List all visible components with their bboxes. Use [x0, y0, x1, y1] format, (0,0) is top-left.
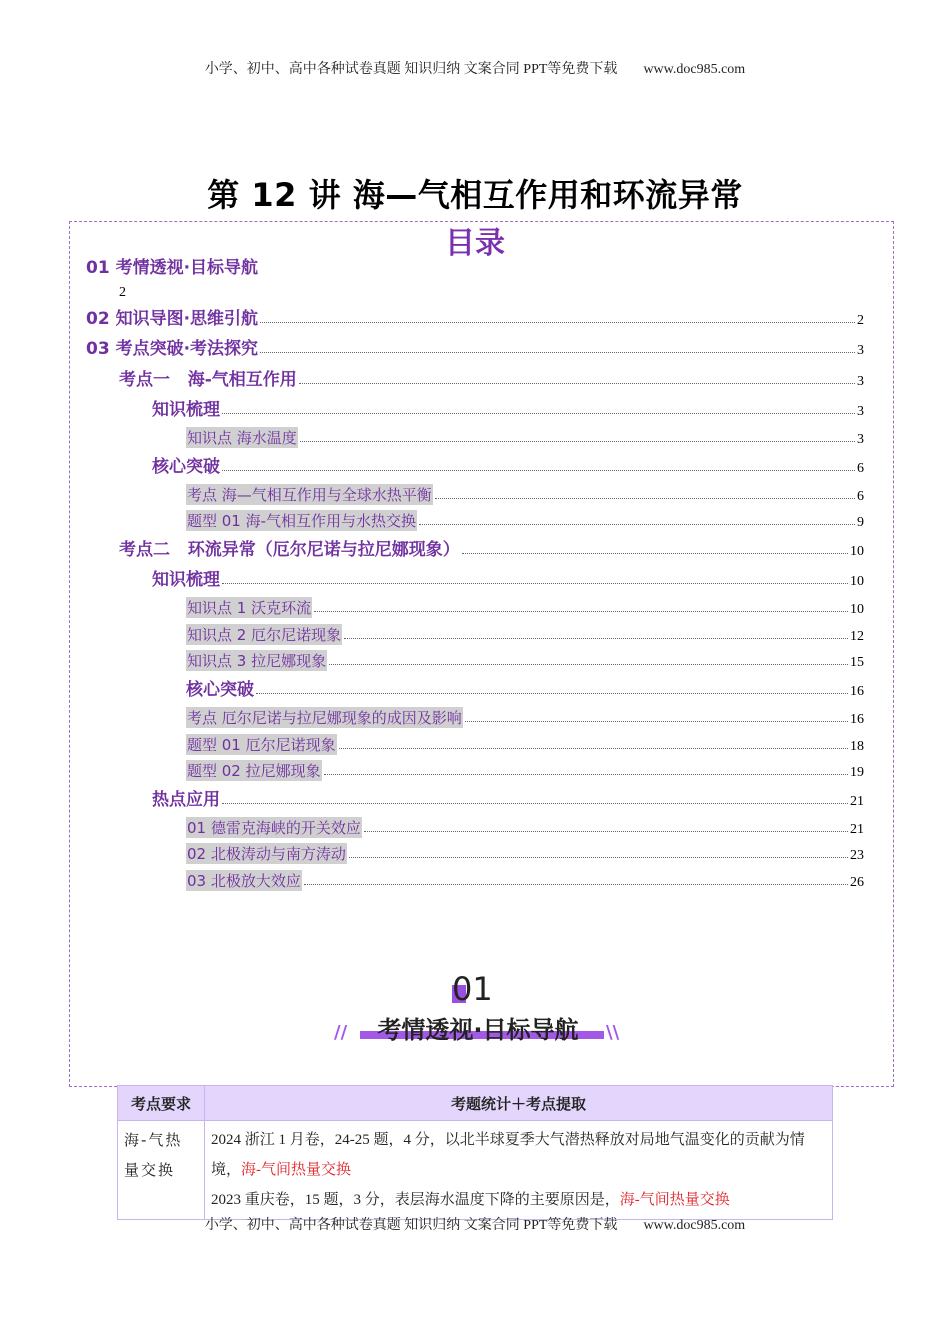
toc-dot-leader — [222, 803, 848, 804]
toc-item-label: 知识梳理 — [152, 570, 220, 590]
toc-item-label: 知识点 2 厄尔尼诺现象 — [187, 626, 342, 644]
toc-item[interactable] — [119, 536, 864, 560]
toc-item-page: 10 — [850, 544, 864, 559]
toc-dot-leader — [419, 524, 855, 525]
toc-item-label: 考点二 环流异常（厄尔尼诺与拉尼娜现象） — [119, 540, 460, 560]
toc-item[interactable] — [186, 621, 864, 645]
toc-heading: 目录 — [445, 226, 505, 261]
toc-item-label: 热点应用 — [152, 790, 220, 810]
toc-dot-leader — [222, 470, 855, 471]
toc-item[interactable] — [186, 757, 864, 781]
toc-item[interactable] — [186, 840, 864, 864]
toc-item[interactable] — [119, 366, 864, 390]
toc-dot-leader — [364, 831, 848, 832]
toc-dot-leader — [314, 611, 848, 612]
toc-item[interactable] — [186, 676, 864, 700]
toc-item[interactable] — [186, 867, 864, 891]
toc-item-page: 15 — [850, 655, 864, 670]
toc-item[interactable] — [186, 814, 864, 838]
table-row — [118, 1121, 833, 1220]
stats-entry-highlight: 海-气间热量交换 — [241, 1162, 352, 1178]
slash-right-icon: \\ — [606, 1022, 620, 1043]
toc-item[interactable] — [186, 647, 864, 671]
topic-cell: 海-气热量交换 — [118, 1121, 205, 1220]
toc-item-label: 01 德雷克海峡的开关效应 — [187, 819, 361, 837]
section-title: 考情透视·目标导航 — [377, 1016, 579, 1044]
toc-item-label: 考点 厄尔尼诺与拉尼娜现象的成因及影响 — [187, 709, 462, 727]
toc-dot-leader — [329, 664, 848, 665]
toc-item-page: 3 — [857, 343, 864, 358]
page-footer — [0, 1214, 950, 1234]
toc-item-page: 3 — [857, 374, 864, 389]
footer-url[interactable]: www.doc985.com — [643, 1218, 746, 1233]
toc-item-page: 12 — [850, 629, 864, 644]
toc-item[interactable] — [186, 731, 864, 755]
toc-item-01[interactable] — [86, 254, 864, 278]
toc-item-page: 3 — [857, 432, 864, 447]
column-header: 考点要求 — [118, 1086, 205, 1121]
toc-dot-leader — [465, 721, 848, 722]
toc-dot-leader — [260, 352, 855, 353]
toc-item-label: 知识点 3 拉尼娜现象 — [187, 652, 327, 670]
toc-item[interactable] — [152, 453, 864, 477]
toc-dot-leader — [256, 693, 848, 694]
toc-item[interactable] — [152, 566, 864, 590]
toc-item-page: 10 — [850, 602, 864, 617]
toc-dot-leader — [462, 553, 848, 554]
toc-item-page: 21 — [850, 822, 864, 837]
toc-item-label: 01 考情透视·目标导航 — [86, 258, 259, 278]
toc-item[interactable] — [186, 704, 864, 728]
stats-entry — [211, 1125, 826, 1185]
toc-dot-leader — [344, 638, 848, 639]
header-url[interactable]: www.doc985.com — [643, 62, 746, 77]
toc-item[interactable] — [152, 786, 864, 810]
toc-dot-leader — [304, 884, 848, 885]
toc-item-label: 题型 02 拉尼娜现象 — [187, 762, 321, 780]
toc-dot-leader — [222, 413, 855, 414]
toc-item-label: 题型 01 厄尔尼诺现象 — [187, 736, 336, 754]
exam-stats-table — [117, 1085, 833, 1220]
toc-item-page: 6 — [857, 461, 864, 476]
toc-item-label: 考点一 海-气相互作用 — [119, 370, 297, 390]
slash-left-icon: // — [334, 1022, 348, 1043]
stats-entry-text: 2024 浙江 1 月卷，24-25 题，4 分，以北半球夏季大气潜热释放对局地气温变化的贡献为情境， — [211, 1132, 805, 1178]
toc-item-label: 03 北极放大效应 — [187, 872, 301, 890]
toc-dot-leader — [222, 583, 848, 584]
toc-item-page: 10 — [850, 574, 864, 589]
footer-text: 小学、初中、高中各种试卷真题 知识归纳 文案合同 PPT等免费下载 — [204, 1218, 618, 1233]
toc-item-label: 02 知识导图·思维引航 — [86, 309, 259, 329]
toc-item-page: 2 — [119, 285, 126, 300]
section-number: 01 — [452, 970, 493, 1008]
toc-dot-leader — [324, 774, 848, 775]
toc-item-label: 核心突破 — [186, 680, 254, 700]
toc-dot-leader — [260, 322, 855, 323]
toc-item[interactable] — [186, 594, 864, 618]
toc-dot-leader — [299, 383, 855, 384]
toc-item-label: 知识梳理 — [152, 400, 220, 420]
toc-item-page: 16 — [850, 712, 864, 727]
page-header — [0, 58, 950, 78]
toc-item-label: 03 考点突破·考法探究 — [86, 339, 259, 359]
toc-dot-leader — [435, 498, 855, 499]
toc-item-page: 23 — [850, 848, 864, 863]
toc-item[interactable] — [186, 424, 864, 448]
toc-item-label: 知识点 海水温度 — [187, 429, 297, 447]
toc-item-page: 16 — [850, 684, 864, 699]
toc-item-label: 核心突破 — [152, 457, 220, 477]
header-text: 小学、初中、高中各种试卷真题 知识归纳 文案合同 PPT等免费下载 — [204, 62, 618, 77]
toc-item[interactable] — [186, 507, 864, 531]
toc-item-page: 26 — [850, 875, 864, 890]
toc-item-page: 18 — [850, 739, 864, 754]
toc-item-page: 21 — [850, 794, 864, 809]
toc-item-label: 知识点 1 沃克环流 — [187, 599, 312, 617]
toc-item-page: 9 — [857, 515, 864, 530]
toc-dot-leader — [349, 857, 848, 858]
toc-item-label: 02 北极涛动与南方涛动 — [187, 845, 346, 863]
toc-item[interactable] — [86, 335, 864, 359]
stats-cell — [205, 1121, 833, 1220]
toc-item-page: 6 — [857, 489, 864, 504]
toc-item[interactable] — [152, 396, 864, 420]
toc-dot-leader — [339, 748, 848, 749]
toc-item-page: 3 — [857, 404, 864, 419]
toc-item-label: 考点 海—气相互作用与全球水热平衡 — [187, 486, 432, 504]
toc-item[interactable] — [86, 305, 864, 329]
toc-item-label: 题型 01 海-气相互作用与水热交换 — [187, 512, 417, 530]
table-header-row — [118, 1086, 833, 1121]
toc-item-page: 19 — [850, 765, 864, 780]
toc-item-page: 2 — [857, 313, 864, 328]
column-header: 考题统计＋考点提取 — [205, 1086, 833, 1121]
stats-entry-text: 2023 重庆卷，15 题，3 分，表层海水温度下降的主要原因是， — [211, 1192, 620, 1208]
page-title: 第 12 讲 海—气相互作用和环流异常 — [207, 176, 743, 214]
toc-item[interactable] — [186, 481, 864, 505]
stats-entry-highlight: 海-气间热量交换 — [619, 1192, 730, 1208]
stats-entry — [211, 1185, 826, 1215]
toc-dot-leader — [300, 441, 855, 442]
